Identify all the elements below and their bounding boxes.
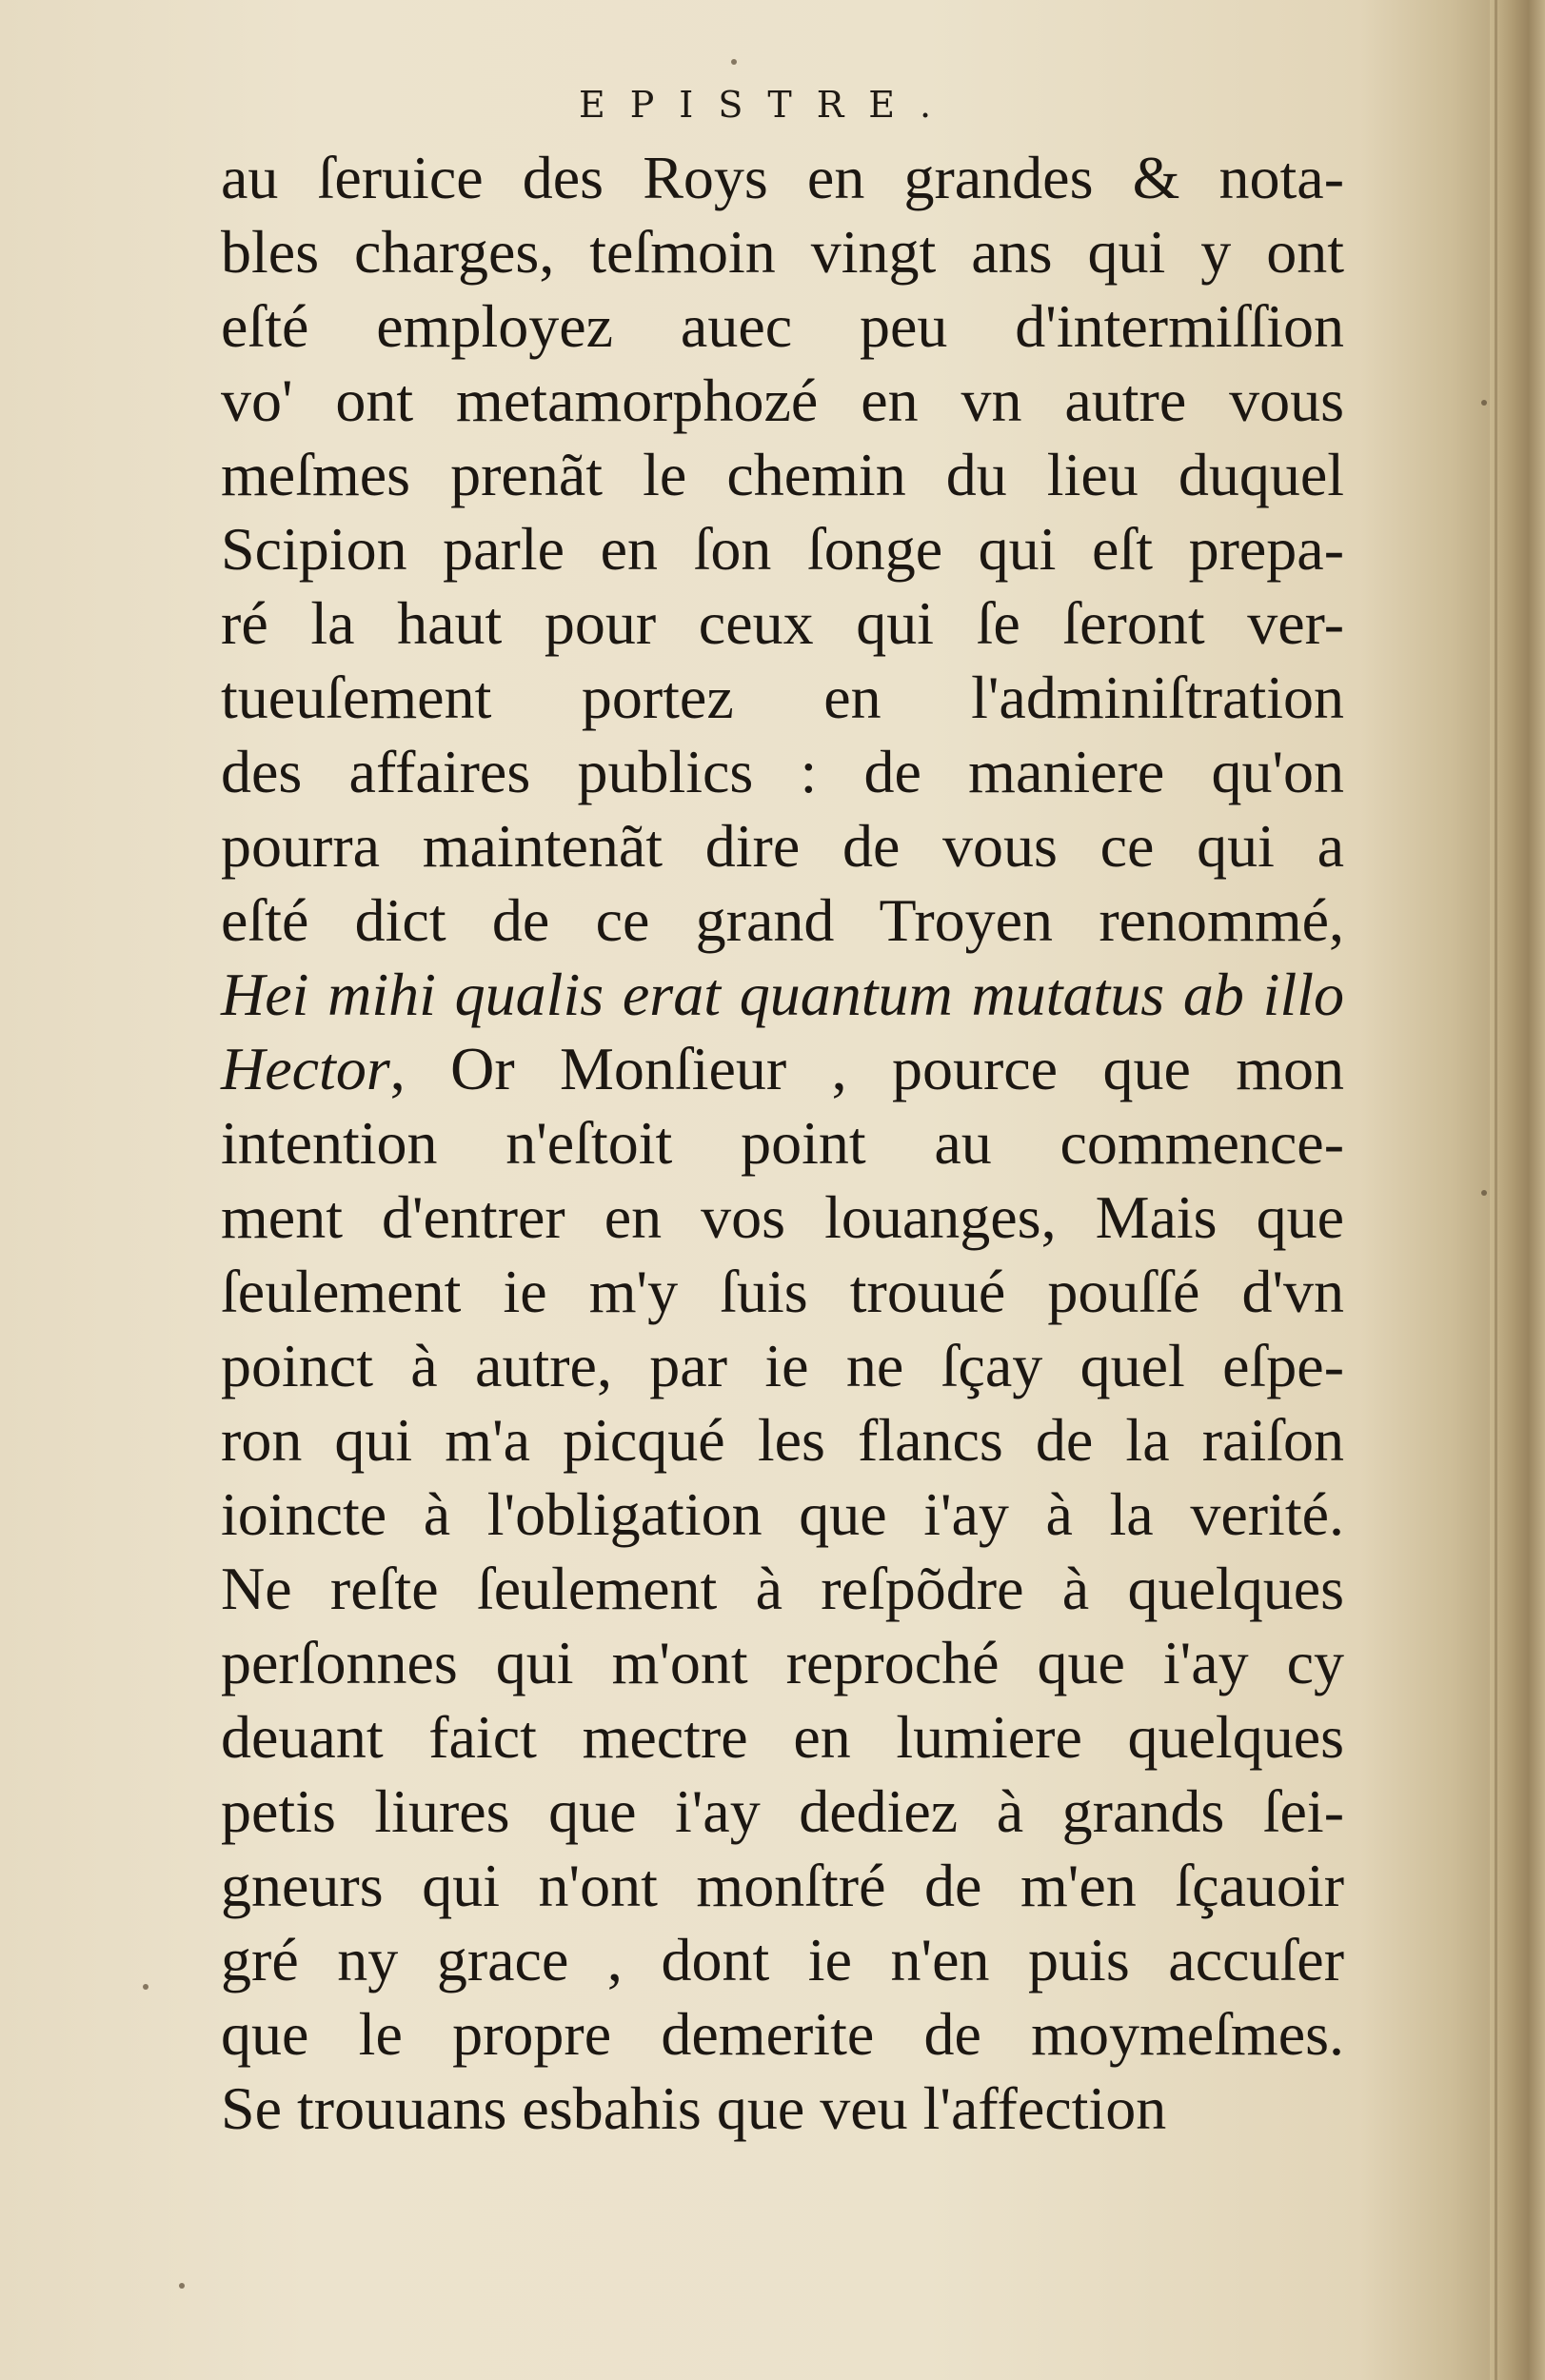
paper-speck <box>179 2283 185 2289</box>
text-line: intention n'eſtoit point au commence- <box>221 1109 1344 1177</box>
page-edge-fold <box>1495 0 1497 2380</box>
text-line: petis liures que i'ay dediez à grands ſei- <box>221 1777 1344 1845</box>
text-line: ment d'entrer en vos louanges, Mais que <box>221 1183 1344 1251</box>
text-line: Se trouuans esbahis que veu l'affection <box>221 2074 1167 2142</box>
text-line: vo' ont metamorphozé en vn autre vous <box>221 367 1344 434</box>
text-line: eſté employez auec peu d'intermiſſion <box>221 292 1344 360</box>
text-line: ron qui m'a picqué les flancs de la raiſon <box>221 1406 1344 1474</box>
paper-speck <box>1481 400 1487 406</box>
text-segment: , Or Monſieur , pource que mon <box>389 1035 1344 1102</box>
text-line: ioincte à l'obligation que i'ay à la verité. <box>221 1480 1344 1548</box>
text-line: eſté dict de ce grand Troyen renommé, <box>221 886 1344 954</box>
text-line <box>221 1032 1344 1106</box>
text-line: que le propre demerite de moymeſmes. <box>221 2000 1344 2068</box>
text-line: meſmes prenãt le chemin du lieu duquel <box>221 441 1344 508</box>
text-line: bles charges, teſmoin vingt ans qui y ont <box>221 218 1344 286</box>
text-line: ſeulement ie m'y ſuis trouué pouſſé d'vn <box>221 1258 1344 1325</box>
page-edge-shadow <box>1490 0 1545 2380</box>
text-line: tueuſement portez en l'adminiſtration <box>221 664 1344 731</box>
text-line: Ne reſte ſeulement à reſpõdre à quelques <box>221 1555 1344 1622</box>
text-line: au ſeruice des Roys en grandes & nota- <box>221 144 1344 211</box>
paper-speck <box>731 59 737 65</box>
text-line: gré ny grace , dont ie n'en puis accuſer <box>221 1926 1344 1993</box>
text-line: poinct à autre, par ie ne ſçay quel eſpe- <box>221 1332 1344 1399</box>
text-line: deuant faict mectre en lumiere quelques <box>221 1703 1344 1771</box>
text-line: ré la haut pour ceux qui ſe ſeront ver- <box>221 589 1344 657</box>
latin-quote-end: Hector <box>221 1035 390 1102</box>
text-line: des affaires publics : de maniere qu'on <box>221 738 1344 805</box>
running-head: EPISTRE. <box>579 84 957 126</box>
text-line: perſonnes qui m'ont reproché que i'ay cy <box>221 1629 1344 1696</box>
latin-quote: Hei mihi qualis erat quantum mutatus ab illo <box>221 961 1344 1028</box>
paper-speck <box>1481 1190 1487 1196</box>
text-line: gneurs qui n'ont monſtré de m'en ſçauoir <box>221 1852 1344 1919</box>
italic-quote-line <box>221 958 1344 1032</box>
text-line: pourra maintenãt dire de vous ce qui a <box>221 812 1344 880</box>
text-line: Scipion parle en ſon ſonge qui eſt prepa- <box>221 515 1344 583</box>
paper-speck <box>143 1984 149 1990</box>
